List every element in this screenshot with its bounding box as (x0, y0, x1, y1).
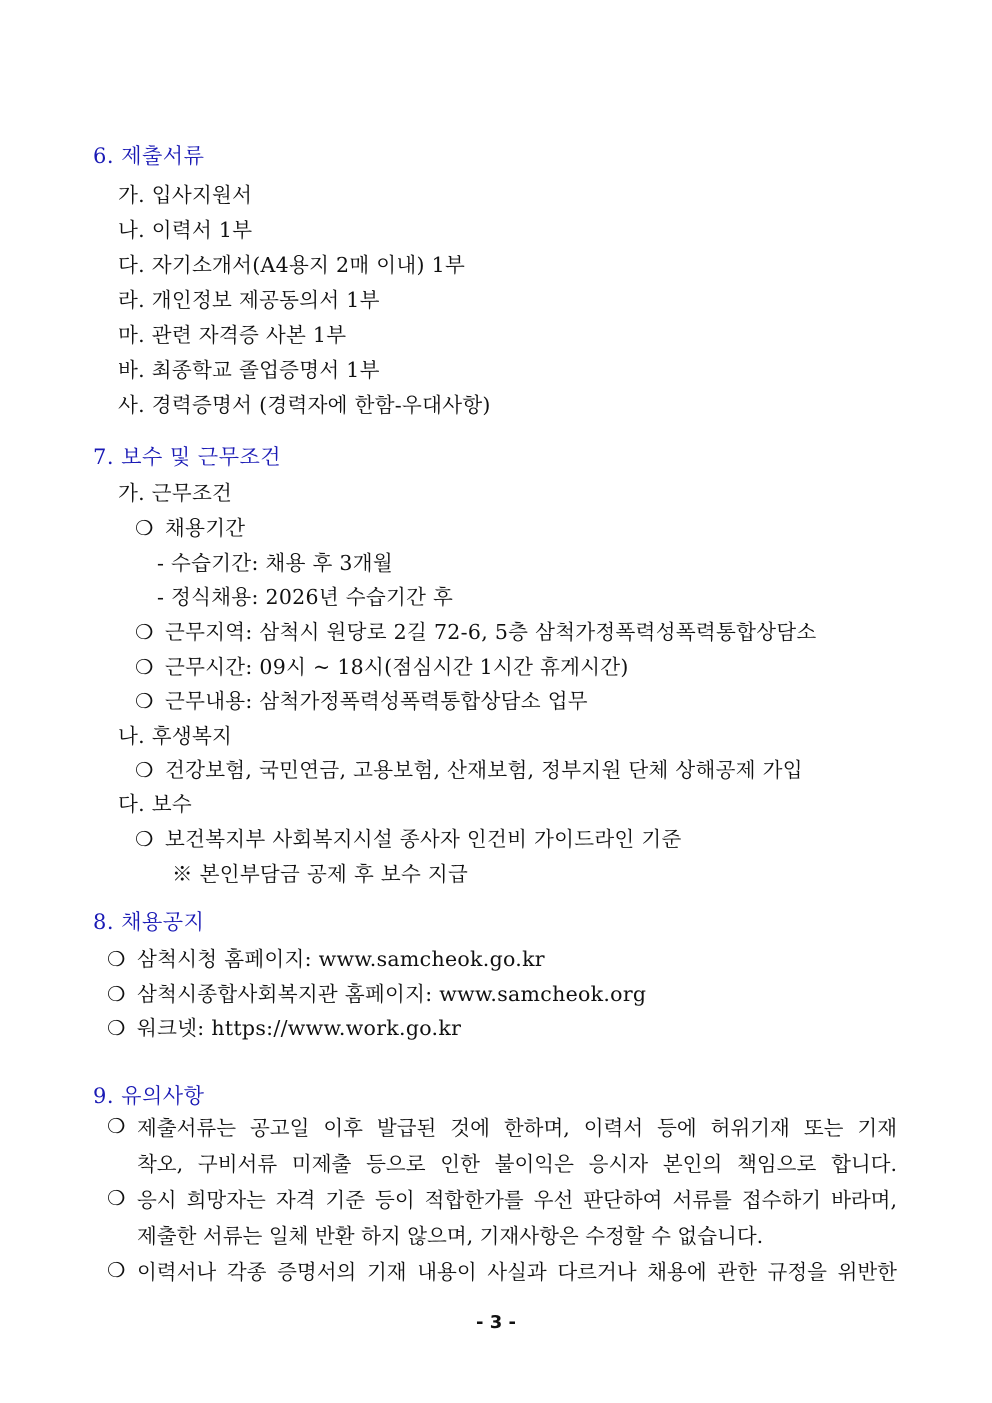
sec7-b-label: 나. 후생복지 (118, 724, 233, 748)
sec7-a-hours: ❍ 근무시간: 09시 ~ 18시(점심시간 1시간 휴게시간) (135, 655, 629, 679)
bullet-circle-icon: ❍ (107, 1258, 126, 1282)
section-9-title: 9. 유의사항 (93, 1084, 205, 1108)
bullet-circle-icon: ❍ (135, 655, 154, 679)
bullet-circle-icon: ❍ (135, 827, 154, 851)
sec8-item-3: ❍ 워크넷: https://www.work.go.kr (107, 1016, 462, 1040)
bullet-circle-icon: ❍ (135, 758, 154, 782)
sec9-note-1-line-2: 착오, 구비서류 미제출 등으로 인한 불이익은 응시자 본인의 책임으로 합니다. (137, 1152, 897, 1176)
sec9-note-3-line-1: ❍ 이력서나 각종 증명서의 기재 내용이 사실과 다르거나 채용에 관한 규정을 위반한 (107, 1258, 897, 1284)
sec9-note-2-line-1: ❍ 응시 희망자는 자격 기준 등이 적합한가를 우선 판단하여 서류를 접수하기 바라며, (107, 1186, 897, 1212)
sec7-a-label: 가. 근무조건 (118, 481, 233, 505)
sec7-a-duty: ❍ 근무내용: 삼척가정폭력성폭력통합상담소 업무 (135, 689, 588, 713)
sec6-item-7: 사. 경력증명서 (경력자에 한함-우대사항) (118, 393, 491, 417)
sec6-item-2: 나. 이력서 1부 (118, 218, 253, 242)
section-8-title: 8. 채용공지 (93, 910, 205, 934)
sec9-note-2-line-2: 제출한 서류는 일체 반환 하지 않으며, 기재사항은 수정할 수 없습니다. (137, 1224, 764, 1248)
sec8-item-2: ❍ 삼척시종합사회복지관 홈페이지: www.samcheok.org (107, 982, 647, 1006)
sec7-a-period: ❍ 채용기간 (135, 516, 246, 540)
bullet-circle-icon: ❍ (107, 1016, 126, 1040)
sec8-item-1: ❍ 삼척시청 홈페이지: www.samcheok.go.kr (107, 947, 545, 971)
sec7-c-item: ❍ 보건복지부 사회복지시설 종사자 인건비 가이드라인 기준 (135, 827, 682, 851)
sec7-c-note: ※ 본인부담금 공제 후 보수 지급 (172, 862, 469, 886)
sec6-item-5: 마. 관련 자격증 사본 1부 (118, 323, 347, 347)
bullet-circle-icon: ❍ (107, 947, 126, 971)
section-7-title: 7. 보수 및 근무조건 (93, 445, 282, 469)
sec6-item-3: 다. 자기소개서(A4용지 2매 이내) 1부 (118, 253, 466, 277)
sec6-item-6: 바. 최종학교 졸업증명서 1부 (118, 358, 380, 382)
sec7-a-period-regular: - 정식채용: 2026년 수습기간 후 (157, 585, 454, 609)
bullet-circle-icon: ❍ (135, 689, 154, 713)
sec9-notes (107, 1108, 897, 1288)
page-number: - 3 - (476, 1312, 516, 1333)
sec7-a-region: ❍ 근무지역: 삼척시 원당로 2길 72-6, 5층 삼척가정폭력성폭력통합상담소 (135, 620, 817, 644)
bullet-circle-icon: ❍ (107, 1186, 126, 1210)
bullet-circle-icon: ❍ (107, 1114, 126, 1138)
sec7-b-item: ❍ 건강보험, 국민연금, 고용보험, 산재보험, 정부지원 단체 상해공제 가입 (135, 758, 803, 782)
bullet-circle-icon: ❍ (107, 982, 126, 1006)
sec7-a-period-probation: - 수습기간: 채용 후 3개월 (157, 551, 393, 575)
bullet-circle-icon: ❍ (135, 516, 154, 540)
sec7-c-label: 다. 보수 (118, 792, 192, 816)
section-6-title: 6. 제출서류 (93, 144, 205, 168)
sec6-item-1: 가. 입사지원서 (118, 183, 253, 207)
sec9-note-1-line-1: ❍ 제출서류는 공고일 이후 발급된 것에 한하며, 이력서 등에 허위기재 또는 기재 (107, 1114, 897, 1140)
sec6-item-4: 라. 개인정보 제공동의서 1부 (118, 288, 380, 312)
bullet-circle-icon: ❍ (135, 620, 154, 644)
